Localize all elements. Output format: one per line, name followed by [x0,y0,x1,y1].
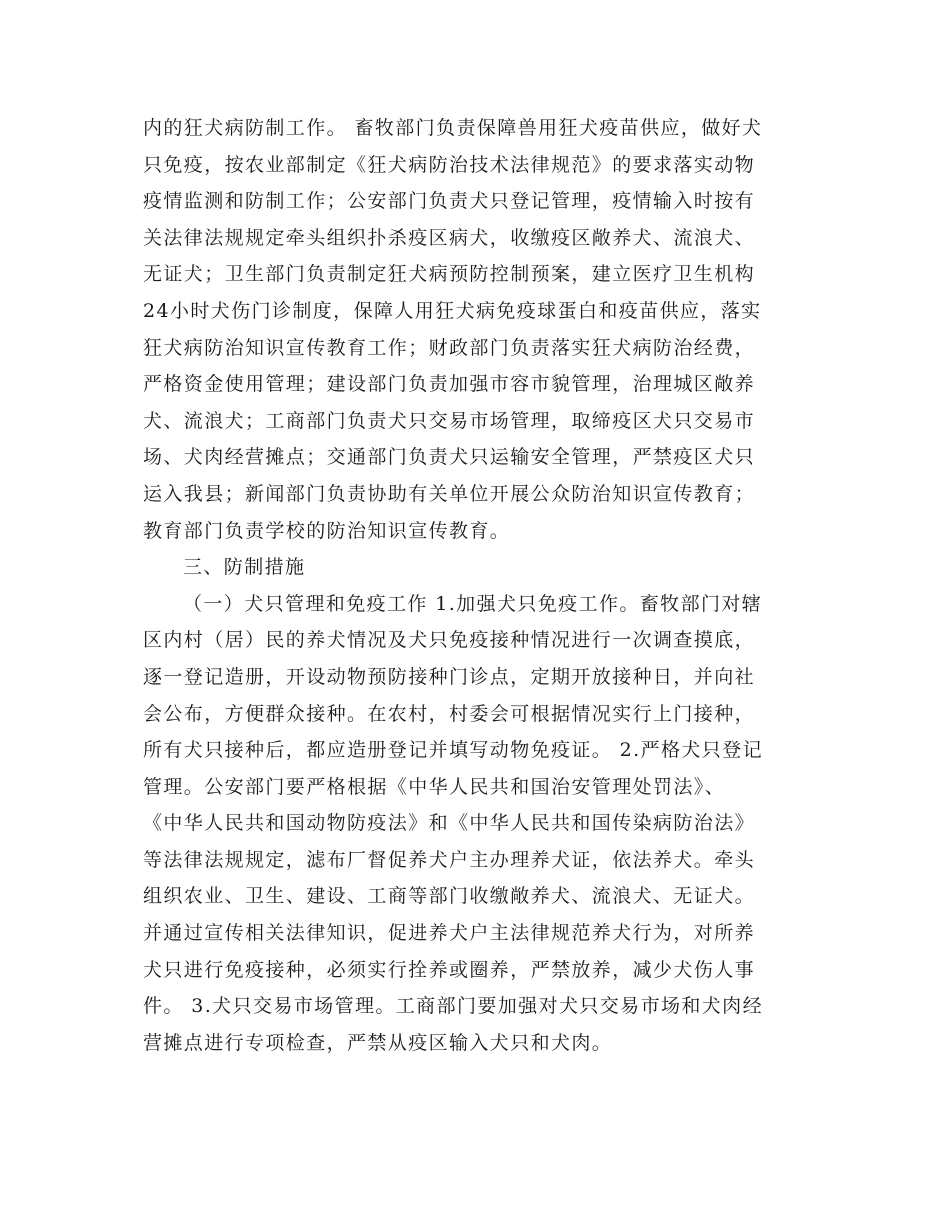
text-line: 疫情监测和防制工作；公安部门负责犬只登记管理，疫情输入时按有 [143,190,756,213]
text-line: 逐一登记造册，开设动物预防接种门诊点，定期开放接种日，并向社 [143,665,756,688]
text-line: 运入我县；新闻部门负责协助有关单位开展公众防治知识宣传教育； [143,482,756,505]
heading-line: 三、防制措施 [183,556,306,579]
heading-line: （一）犬只管理和免疫工作 1.加强犬只免疫工作。畜牧部门对辖 [183,592,763,615]
text-line: 区内村（居）民的养犬情况及犬只免疫接种情况进行一次调查摸底， [143,629,756,652]
text-line: 等法律法规规定，滤布厂督促养犬户主办理养犬证，依法养犬。牵头 [143,848,756,871]
text-line: 场、犬肉经营摊点；交通部门负责犬只运输安全管理，严禁疫区犬只 [143,446,756,469]
text-line: 管理。公安部门要严格根据《中华人民共和国治安管理处罚法》、 [143,775,726,798]
text-line: 并通过宣传相关法律知识，促进养犬户主法律规范养犬行为，对所养 [143,922,756,945]
text-line: 狂犬病防治知识宣传教育工作；财政部门负责落实狂犬病防治经费， [143,336,756,359]
text-line: 犬、流浪犬；工商部门负责犬只交易市场管理，取缔疫区犬只交易市 [143,409,756,432]
text-line: 《中华人民共和国动物防疫法》和《中华人民共和国传染病防治法》 [143,812,756,835]
text-line: 犬只进行免疫接种，必须实行拴养或圈养，严禁放养，减少犬伤人事 [143,958,756,981]
text-line: 组织农业、卫生、建设、工商等部门收缴敞养犬、流浪犬、无证犬。 [143,885,756,908]
text-line: 会公布，方便群众接种。在农村，村委会可根据情况实行上门接种， [143,702,756,725]
text-line: 关法律法规规定牵头组织扑杀疫区病犬，收缴疫区敞养犬、流浪犬、 [143,226,756,249]
text-line: 营摊点进行专项检查，严禁从疫区输入犬只和犬肉。 [143,1031,613,1054]
text-line: 只免疫，按农业部制定《狂犬病防治技术法律规范》的要求落实动物 [143,153,756,176]
text-line: 无证犬；卫生部门负责制定狂犬病预防控制预案，建立医疗卫生机构 [143,263,756,286]
text-line: 所有犬只接种后，都应造册登记并填写动物免疫证。 2.严格犬只登记 [143,739,763,762]
text-line: 教育部门负责学校的防治知识宣传教育。 [143,519,511,542]
text-line: 件。 3.犬只交易市场管理。工商部门要加强对犬只交易市场和犬肉经 [143,995,763,1018]
text-line: 内的狂犬病防制工作。 畜牧部门负责保障兽用狂犬疫苗供应，做好犬 [143,117,763,139]
text-line: 24小时犬伤门诊制度，保障人用狂犬病免疫球蛋白和疫苗供应，落实 [143,299,762,322]
text-line: 严格资金使用管理；建设部门负责加强市容市貌管理，治理城区敞养 [143,373,756,396]
document-body [143,110,823,1061]
